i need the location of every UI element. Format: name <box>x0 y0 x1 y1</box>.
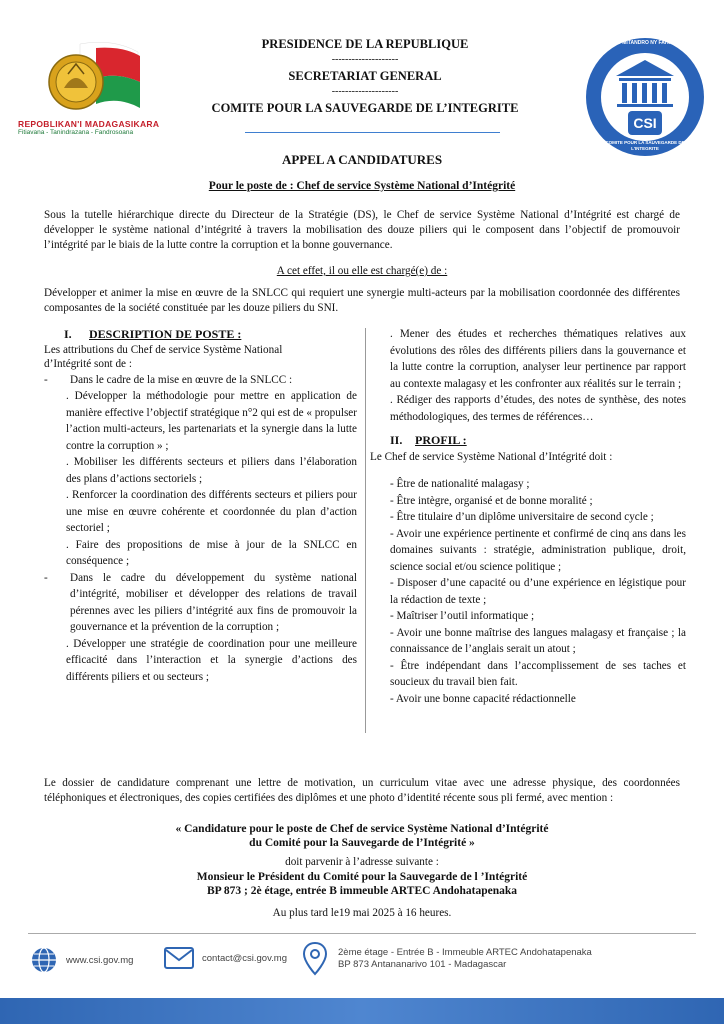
header-presidence: PRESIDENCE DE LA REPUBLIQUE <box>261 37 469 51</box>
header-divider <box>245 132 500 133</box>
emblem-motto: Fitiavana - Tanindrazana - Fandrosoana <box>18 129 134 136</box>
footer-divider <box>28 933 696 934</box>
arrive-line: doit parvenir à l’adresse suivante : <box>285 856 439 868</box>
csi-acronym: CSI <box>633 115 657 131</box>
mention-line-1: « Candidature pour le poste de Chef de service Système National d’Intégrité <box>175 823 549 835</box>
dash-2-sublist <box>44 636 357 686</box>
section-2-title: PROFIL : <box>415 433 467 447</box>
csi-ring-text-bottom: COMITE POUR LA SAUVEGARDE DE L'INTEGRITE <box>605 140 685 151</box>
list-item: - Avoir une bonne capacité rédactionnelle <box>390 692 576 705</box>
footer-address <box>302 942 592 976</box>
section-2-number: II. <box>390 433 403 447</box>
list-item: - Disposer d’une capacité ou d’une expérience en légistique pour la rédaction de texte ; <box>390 577 686 606</box>
section-1-dash-2 <box>44 570 357 636</box>
mention-block <box>0 822 724 850</box>
list-item: . Faire des propositions de mise à jour de la SNLCC en conséquence ; <box>66 538 357 567</box>
charged-line: A cet effet, il ou elle est chargé(e) de : <box>276 265 448 277</box>
mention-line-2: du Comité pour la Sauvegarde de l’Intégrité » <box>249 837 475 849</box>
dash-1-text: Dans le cadre de la mise en œuvre de la SNLCC : <box>70 373 293 386</box>
emblem-name: REPOBLIKAN'I MADAGASIKARA <box>18 119 160 129</box>
dash-2-text: Dans le cadre du développement du système national d’intégrité, mobiliser et développer des relations de travail pérennes avec les piliers d’intégrité aux fins de promouvoir la gouvernance et la prévention de la corruption ; <box>70 571 357 633</box>
list-item: . Développer une stratégie de coordination pour une meilleure efficacité dans l’interaction et la synergie d’actions des différents piliers et ou secteurs ; <box>66 637 357 683</box>
develop-paragraph: Développer et animer la mise en œuvre de la SNLCC qui requiert une synergie multi-acteurs par la mobilisation coordonnée des différentes composantes de la société constituée par les douze piliers du SNI. <box>44 287 680 314</box>
list-item: - Maîtriser l’outil informatique ; <box>390 610 535 622</box>
list-item: - Avoir une expérience pertinente et confirmé de cinq ans dans les domaines suivants : stratégie, administration publique, droit, science social et/ou science politique ; <box>390 527 686 573</box>
section-1-lead: Les attributions du Chef de service Système National d’Intégrité sont de : <box>44 343 283 370</box>
mail-icon <box>164 946 194 970</box>
footer-email <box>164 946 287 970</box>
csi-ring-text-top: KOMITY MITANDRO NY FAHITSIANA <box>601 40 689 46</box>
list-item: - Avoir une bonne maîtrise des langues malagasy et française ; la connaissance de l’anglais serait un atout ; <box>390 626 686 655</box>
section-description <box>44 326 357 685</box>
post-line: Pour le poste de : Chef de service Système National d’Intégrité <box>208 180 516 192</box>
dash-marker: - <box>44 373 48 386</box>
list-item: . Mobiliser les différents secteurs et piliers dans l’élaboration des plans d’actions sectoriels ; <box>66 456 357 485</box>
footer-address-line-2: BP 873 Antananarivo 101 - Madagascar <box>338 959 507 970</box>
deadline-line: Au plus tard le19 mai 2025 à 16 heures. <box>272 907 452 919</box>
intro-paragraph: Sous la tutelle hiérarchique directe du Directeur de la Stratégie (DS), le Chef de service Système National d’Intégrité est chargé de développer le système national d’intégrité à travers la mobilisation des douze piliers qui le composent dans l’objectif de promouvoir l’intégrité par le biais de la lutte contre la corruption et la bonne gouvernance. <box>44 209 680 251</box>
address-text <box>338 947 592 971</box>
section-1-number: I. <box>64 327 72 341</box>
header-separator: -------------------- <box>331 54 399 65</box>
list-item: . Mener des études et recherches thématiques relatives aux évolutions des rôles des différents piliers dans la gouvernance et la lutte contre la corruption, analyser leur pertinence par rapport au contexte malagasy et les confronter aux réalités sur le terrain ; <box>390 328 686 390</box>
list-item: . Renforcer la coordination des différents secteurs et piliers pour une mise en œuvre cohérente et coordonnée du plan d’action sectoriel ; <box>66 489 357 534</box>
section-1-continued <box>370 326 686 425</box>
page-title: APPEL A CANDIDATURES <box>281 152 443 167</box>
address-line-1: Monsieur le Président du Comité pour la Sauvegarde de l ’Intégrité <box>196 871 528 883</box>
section-profile-column <box>370 326 686 707</box>
csi-logo <box>584 36 706 158</box>
list-item: . Rédiger des rapports d’études, des notes de synthèse, des notes méthodologiques, des termes de références… <box>390 394 686 423</box>
section-1-heading <box>44 326 357 343</box>
address-line-2: BP 873 ; 2è étage, entrée B immeuble ARTEC Andohatapenaka <box>206 885 518 897</box>
dash-1-sublist <box>44 388 357 570</box>
header-comite: COMITE POUR LA SAUVEGARDE DE L’INTEGRITE <box>211 101 519 115</box>
footer-website <box>30 946 133 974</box>
globe-icon <box>30 946 58 974</box>
list-item: - Être de nationalité malagasy ; <box>390 478 530 490</box>
column-divider <box>365 328 366 733</box>
section-2-lead: Le Chef de service Système National d’Intégrité doit : <box>370 450 613 463</box>
address-block <box>0 870 724 898</box>
flag-seal-icon <box>18 38 183 114</box>
footer-address-line-1: 2ème étage - Entrée B - Immeuble ARTEC Andohatapenaka <box>338 947 592 958</box>
dash-marker: - <box>44 571 48 584</box>
header-separator: -------------------- <box>331 86 399 97</box>
list-item: - Être intègre, organisé et de bonne moralité ; <box>390 494 593 507</box>
email-link[interactable]: contact@csi.gov.mg <box>202 952 287 964</box>
list-item: . Développer la méthodologie pour mettre en application de manière effective l’objectif stratégique n°2 qui est de « propulser l’action multi-acteurs, les partenariats et la synergie dans la lutte contre la corruption » ; <box>66 390 357 452</box>
website-link[interactable]: www.csi.gov.mg <box>66 954 134 966</box>
header-secretariat: SECRETARIAT GENERAL <box>288 69 442 83</box>
section-1-title: DESCRIPTION DE POSTE : <box>89 327 242 341</box>
footer-bar <box>0 998 724 1024</box>
madagascar-emblem <box>18 38 183 136</box>
dossier-paragraph: Le dossier de candidature comprenant une lettre de motivation, un curriculum vitae avec une adresse physique, des coordonnées téléphoniques et électroniques, des copies certifiées des diplômes et une photo d’identité récente sous pli fermé, avec mention : <box>44 777 680 804</box>
profile-list <box>370 476 686 707</box>
location-pin-icon <box>302 942 328 976</box>
section-2-heading <box>370 432 686 449</box>
section-1-dash-1 <box>44 372 357 389</box>
list-item: - Être indépendant dans l’accomplissement de ses taches et soucieux du travail bien fait. <box>390 659 686 688</box>
list-item: - Être titulaire d’un diplôme universitaire de second cycle ; <box>390 511 654 523</box>
